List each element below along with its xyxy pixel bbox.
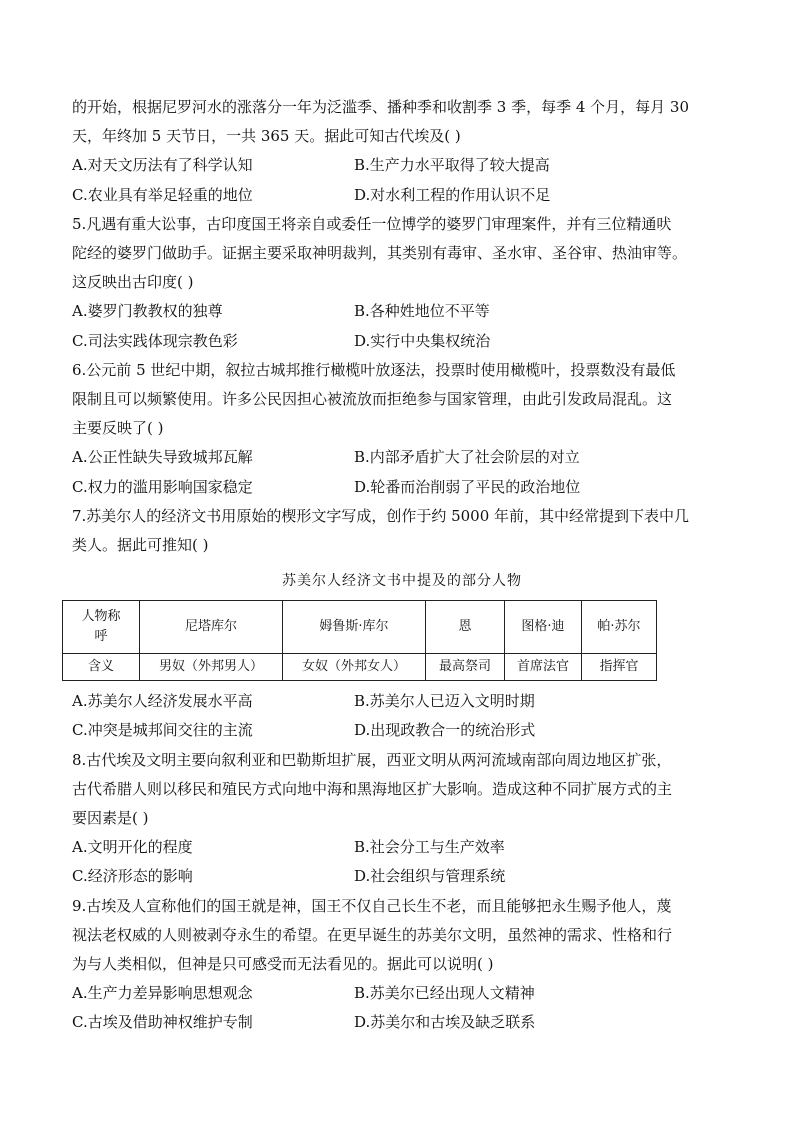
- question-text-line: 类人。据此可推知( ): [72, 536, 209, 555]
- table-cell: 含义: [63, 654, 140, 681]
- table-cell: 女奴（外邦女人）: [283, 654, 426, 681]
- option-d[interactable]: D.苏美尔和古埃及缺乏联系: [354, 1013, 536, 1032]
- option-c[interactable]: C.经济形态的影响: [72, 867, 193, 886]
- table-header-row: [63, 601, 657, 654]
- option-b[interactable]: B.苏美尔已经出现人文精神: [354, 984, 535, 1003]
- question-7: [72, 502, 732, 746]
- options-row: [72, 443, 732, 472]
- options-row: [72, 181, 732, 210]
- options-row: [72, 151, 732, 180]
- table-header-cell: 姆鲁斯·库尔: [283, 601, 426, 654]
- options-row: [72, 833, 732, 862]
- option-c[interactable]: C.古埃及借助神权维护专制: [72, 1013, 253, 1032]
- options-row: [72, 297, 732, 326]
- question-text-line: 古代希腊人则以移民和殖民方式向地中海和黑海地区扩大影响。造成这种不同扩展方式的主: [72, 779, 673, 798]
- question-text-line: 限制且可以频繁使用。许多公民因担心被流放而拒绝参与国家管理，由此引发政局混乱。这: [72, 390, 673, 409]
- options-row: [72, 473, 732, 502]
- question-5: [72, 210, 732, 356]
- option-d[interactable]: D.社会组织与管理系统: [354, 867, 506, 886]
- question-text-line: 要因素是( ): [72, 809, 149, 828]
- table-cell: 男奴（外邦男人）: [140, 654, 283, 681]
- options-row: [72, 1008, 732, 1037]
- question-text-line: 为与人类相似，但神是只可感受而无法看见的。据此可以说明( ): [72, 955, 494, 974]
- sumerian-persons-table: [62, 600, 657, 681]
- option-a[interactable]: A.公正性缺失导致城邦瓦解: [72, 448, 253, 467]
- options-row: [72, 327, 732, 356]
- table-header-cell: 恩: [426, 601, 505, 654]
- option-b[interactable]: B.生产力水平取得了较大提高: [354, 156, 550, 175]
- option-a[interactable]: A.生产力差异影响思想观念: [72, 984, 253, 1003]
- option-a[interactable]: A.文明开化的程度: [72, 838, 193, 857]
- option-d[interactable]: D.轮番而治削弱了平民的政治地位: [354, 477, 581, 496]
- options-row: [72, 716, 732, 745]
- option-c[interactable]: C.冲突是城邦间交往的主流: [72, 721, 253, 740]
- question-9: [72, 892, 732, 1038]
- question-text-line: 9.古埃及人宣称他们的国王就是神，国王不仅自己长生不老，而且能够把永生赐予他人，蔑: [72, 896, 672, 915]
- question-8: [72, 746, 732, 892]
- question-text-line: 主要反映了( ): [72, 419, 164, 438]
- table-header-cell: 图格·迪: [505, 601, 582, 654]
- option-d[interactable]: D.出现政教合一的统治形式: [354, 721, 536, 740]
- exam-page: [72, 93, 732, 1038]
- option-c[interactable]: C.农业具有举足轻重的地位: [72, 185, 253, 204]
- option-b[interactable]: B.社会分工与生产效率: [354, 838, 505, 857]
- question-text-line: 7.苏美尔人的经济文书用原始的楔形文字写成，创作于约 5000 年前，其中经常提到下表中几: [72, 506, 690, 525]
- table-cell: 指挥官: [582, 654, 657, 681]
- question-4: [72, 93, 732, 210]
- table-row: [63, 654, 657, 681]
- header-label-line: 呼: [94, 629, 108, 645]
- table-cell: 首席法官: [505, 654, 582, 681]
- option-b[interactable]: B.内部矛盾扩大了社会阶层的对立: [354, 448, 580, 467]
- options-row: [72, 979, 732, 1008]
- table-header-cell: 帕·苏尔: [582, 601, 657, 654]
- table-cell: 最高祭司: [426, 654, 505, 681]
- question-text-line: 视法老权威的人则被剥夺永生的希望。在更早诞生的苏美尔文明，虽然神的需求、性格和行: [72, 925, 673, 944]
- table-header-cell: [63, 601, 140, 654]
- question-text-line: 这反映出古印度( ): [72, 273, 194, 292]
- option-a[interactable]: A.苏美尔人经济发展水平高: [72, 692, 253, 711]
- question-6: [72, 356, 732, 502]
- question-text-line: 的开始，根据尼罗河水的涨落分一年为泛滥季、播种季和收割季 3 季，每季 4 个月，每月 30: [72, 98, 690, 116]
- option-b[interactable]: B.各种姓地位不平等: [354, 302, 490, 321]
- option-a[interactable]: A.婆罗门教教权的独尊: [72, 302, 223, 321]
- question-text-line: 8.古代埃及文明主要向叙利亚和巴勒斯坦扩展，西亚文明从两河流域南部向周边地区扩张，: [72, 750, 672, 769]
- question-text-line: 陀经的婆罗门做助手。证据主要采取神明裁判，其类别有毒审、圣水审、圣谷审、热油审等。: [72, 244, 688, 263]
- option-c[interactable]: C.司法实践体现宗教色彩: [72, 331, 238, 350]
- options-row: [72, 687, 732, 716]
- option-d[interactable]: D.对水利工程的作用认识不足: [354, 185, 551, 204]
- table-title: 苏美尔人经济文书中提及的部分人物: [282, 573, 522, 590]
- question-text-line: 天，年终加 5 天节日，一共 365 天。据此可知古代埃及( ): [72, 127, 461, 146]
- options-row: [72, 862, 732, 891]
- option-c[interactable]: C.权力的滥用影响国家稳定: [72, 477, 253, 496]
- question-text-line: 6.公元前 5 世纪中期，叙拉古城邦推行橄榄叶放逐法，投票时使用橄榄叶，投票数没有最低: [72, 360, 676, 379]
- option-a[interactable]: A.对天文历法有了科学认知: [72, 156, 253, 175]
- option-b[interactable]: B.苏美尔人已迈入文明时期: [354, 692, 535, 711]
- option-d[interactable]: D.实行中央集权统治: [354, 331, 491, 350]
- question-text-line: 5.凡遇有重大讼事，古印度国王将亲自或委任一位博学的婆罗门审理案件，并有三位精通吠: [72, 214, 672, 233]
- header-label-line: 人物称: [81, 609, 121, 625]
- table-header-cell: 尼塔库尔: [140, 601, 283, 654]
